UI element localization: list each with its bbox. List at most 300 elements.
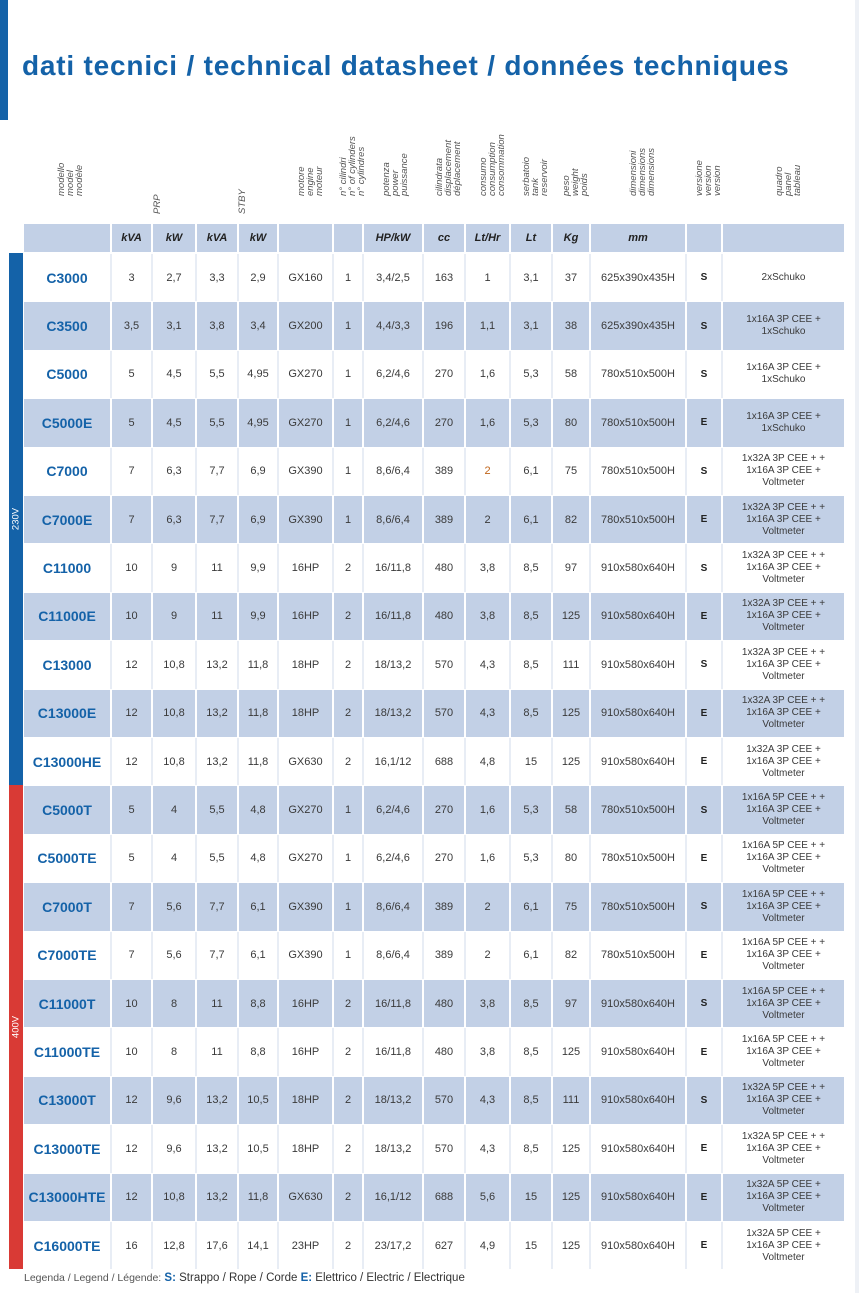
cell-tank: 5,3 <box>509 835 551 882</box>
cell-model: C5000E <box>41 414 93 431</box>
panel-line: 1x16A 3P CEE + <box>746 804 821 816</box>
legend-s-text: Strappo / Rope / Corde <box>179 1272 298 1284</box>
cell-power: 6,2/4,6 <box>362 835 422 882</box>
cell-cyl: 2 <box>332 980 362 1027</box>
cell-power: 16/11,8 <box>362 1028 422 1075</box>
cell-engine: GX390 <box>277 496 332 543</box>
table-row <box>24 1221 844 1269</box>
cell-engine: GX160 <box>277 254 332 301</box>
cell-panel <box>721 1222 844 1269</box>
cell-model: C7000 <box>46 463 88 480</box>
table-row <box>24 1124 844 1172</box>
cell-ver: E <box>685 496 721 543</box>
cell-engine: GX390 <box>277 448 332 495</box>
cell-stby-kva: 11 <box>195 544 237 591</box>
cell-model: C13000TE <box>33 1140 101 1157</box>
table-row <box>24 495 844 543</box>
table-row <box>24 1173 844 1221</box>
panel-line: Voltmeter <box>762 1058 805 1070</box>
cell-dim: 910x580x640H <box>589 1077 685 1124</box>
cell-cyl: 1 <box>332 932 362 979</box>
cell-stby-kva: 7,7 <box>195 932 237 979</box>
cell-prp-kva: 5 <box>110 786 151 833</box>
cell-cc: 570 <box>422 690 464 737</box>
cell-model: C3000 <box>46 269 88 286</box>
cell-power: 6,2/4,6 <box>362 399 422 446</box>
cell-stby-kva: 5,5 <box>195 351 237 398</box>
voltage-bar-230v <box>9 253 23 785</box>
voltage-bar-400v <box>9 785 23 1269</box>
cell-dim: 910x580x640H <box>589 980 685 1027</box>
header-weight-line: poids <box>579 173 590 196</box>
cell-engine: 18HP <box>277 1077 332 1124</box>
cell-ver: S <box>685 1077 721 1124</box>
cell-stby-kw: 4,8 <box>237 786 277 833</box>
cell-tank: 15 <box>509 1174 551 1221</box>
cell-dim: 625x390x435H <box>589 254 685 301</box>
cell-dim: 910x580x640H <box>589 544 685 591</box>
header-engine-line: engine <box>304 167 316 196</box>
cell-panel <box>721 641 844 688</box>
cell-dim: 780x510x500H <box>589 448 685 495</box>
cell-prp-kw: 5,6 <box>151 883 195 930</box>
panel-line: Voltmeter <box>762 719 805 731</box>
panel-line: 1x16A 3P CEE + <box>746 562 821 574</box>
cell-cc: 570 <box>422 1125 464 1172</box>
cell-prp-kva: 7 <box>110 932 151 979</box>
cell-panel <box>721 496 844 543</box>
cell-prp-kw: 10,8 <box>151 690 195 737</box>
legend-label: Legenda / Legend / Légende: <box>24 1272 162 1284</box>
cell-tank: 5,3 <box>509 786 551 833</box>
unit-cc: cc <box>422 224 464 252</box>
table-row <box>24 398 844 446</box>
unit-stby_kva: kVA <box>195 224 237 252</box>
cell-power: 18/13,2 <box>362 1077 422 1124</box>
header-model-line: modèle <box>74 164 85 196</box>
cell-weight: 75 <box>551 883 589 930</box>
cell-ver: S <box>685 448 721 495</box>
cell-panel <box>721 593 844 640</box>
cell-cc: 270 <box>422 835 464 882</box>
cell-ver: E <box>685 1125 721 1172</box>
header-consumption-line: consumo <box>477 157 489 196</box>
cell-cc: 480 <box>422 544 464 591</box>
cell-power: 8,6/6,4 <box>362 448 422 495</box>
header-model-line: model <box>65 170 76 196</box>
cell-engine: GX390 <box>277 883 332 930</box>
header-cylinders <box>338 136 367 223</box>
cell-cyl: 1 <box>332 302 362 349</box>
header-dimensions-line: dimensioni <box>628 150 639 196</box>
cell-power: 16,1/12 <box>362 738 422 785</box>
cell-stby-kva: 13,2 <box>195 738 237 785</box>
table-row <box>24 689 844 737</box>
legend-e-key: E: <box>300 1272 313 1284</box>
cell-prp-kva: 5 <box>110 351 151 398</box>
header-model-line: modello <box>56 162 67 196</box>
cell-ver: S <box>685 351 721 398</box>
cell-prp-kw: 9,6 <box>151 1125 195 1172</box>
panel-line: 1x32A 3P CEE + <box>746 743 821 755</box>
panel-line: 1x16A 3P CEE + <box>746 513 821 525</box>
header-tank-line: serbatoio <box>521 156 532 196</box>
cell-ver: E <box>685 1222 721 1269</box>
cell-model: C16000TE <box>33 1237 101 1254</box>
cell-prp-kva: 10 <box>110 980 151 1027</box>
panel-line: 1x32A 5P CEE + <box>746 1227 821 1239</box>
cell-tank: 8,5 <box>509 1028 551 1075</box>
panel-line: 1x16A 3P CEE + <box>746 755 821 767</box>
cell-cyl: 2 <box>332 1125 362 1172</box>
cell-engine: 16HP <box>277 593 332 640</box>
table-row <box>24 785 844 833</box>
panel-line: 1x16A 3P CEE + <box>746 997 821 1009</box>
cell-dim: 780x510x500H <box>589 351 685 398</box>
cell-power: 6,2/4,6 <box>362 351 422 398</box>
cell-prp-kva: 3,5 <box>110 302 151 349</box>
header-power <box>381 145 410 223</box>
header-panel-line: quadro <box>773 166 785 196</box>
cell-power: 18/13,2 <box>362 690 422 737</box>
cell-power: 18/13,2 <box>362 1125 422 1172</box>
cell-cyl: 1 <box>332 786 362 833</box>
panel-line: 1x32A 5P CEE + + <box>741 1082 826 1094</box>
cell-stby-kw: 11,8 <box>237 641 277 688</box>
cell-model: C11000 <box>42 560 92 577</box>
cell-panel <box>721 1028 844 1075</box>
cell-panel <box>721 690 844 737</box>
cell-tank: 5,3 <box>509 399 551 446</box>
cell-cc: 196 <box>422 302 464 349</box>
cell-engine: 18HP <box>277 690 332 737</box>
cell-stby-kva: 3,8 <box>195 302 237 349</box>
cell-stby-kw: 10,5 <box>237 1125 277 1172</box>
cell-cyl: 2 <box>332 593 362 640</box>
cell-prp-kw: 12,8 <box>151 1222 195 1269</box>
cell-dim: 910x580x640H <box>589 738 685 785</box>
panel-line: 1x32A 3P CEE + + <box>741 453 826 465</box>
cell-cc: 688 <box>422 738 464 785</box>
panel-line: Voltmeter <box>762 1009 805 1021</box>
table-row <box>24 882 844 930</box>
cell-power: 4,4/3,3 <box>362 302 422 349</box>
cell-prp-kva: 16 <box>110 1222 151 1269</box>
cell-cc: 270 <box>422 351 464 398</box>
cell-stby-kva: 17,6 <box>195 1222 237 1269</box>
cell-stby-kw: 10,5 <box>237 1077 277 1124</box>
cell-cons: 4,3 <box>464 690 509 737</box>
cell-model: C13000HTE <box>28 1189 106 1206</box>
panel-line: 1x32A 3P CEE + + <box>741 646 826 658</box>
panel-line: 1x16A 5P CEE + + <box>741 1034 826 1046</box>
header-engine-line: motore <box>295 166 307 196</box>
cell-prp-kva: 12 <box>110 641 151 688</box>
cell-stby-kva: 7,7 <box>195 883 237 930</box>
unit-panel <box>721 224 844 252</box>
cell-prp-kw: 9 <box>151 593 195 640</box>
unit-stby_kw: kW <box>237 224 277 252</box>
header-engine-line: moteur <box>313 166 325 196</box>
header-prp <box>151 145 163 223</box>
table-row <box>24 350 844 398</box>
cell-dim: 780x510x500H <box>589 496 685 543</box>
cell-ver: E <box>685 738 721 785</box>
table-row <box>24 253 844 301</box>
cell-prp-kw: 10,8 <box>151 738 195 785</box>
cell-model: C7000T <box>42 898 92 915</box>
panel-line: 1x16A 3P CEE + <box>746 658 821 670</box>
cell-cons: 4,3 <box>464 1077 509 1124</box>
cell-dim: 625x390x435H <box>589 302 685 349</box>
cell-weight: 82 <box>551 496 589 543</box>
cell-prp-kva: 7 <box>110 448 151 495</box>
cell-panel <box>721 254 844 301</box>
cell-cyl: 2 <box>332 690 362 737</box>
cell-engine: GX390 <box>277 932 332 979</box>
panel-line: Voltmeter <box>762 961 805 973</box>
cell-stby-kva: 13,2 <box>195 690 237 737</box>
cell-tank: 6,1 <box>509 883 551 930</box>
unit-power: HP/kW <box>362 224 422 252</box>
cell-engine: GX270 <box>277 351 332 398</box>
cell-engine: 16HP <box>277 1028 332 1075</box>
cell-prp-kva: 10 <box>110 1028 151 1075</box>
cell-power: 8,6/6,4 <box>362 932 422 979</box>
cell-panel <box>721 448 844 495</box>
cell-tank: 8,5 <box>509 1077 551 1124</box>
cell-panel <box>721 883 844 930</box>
cell-cyl: 1 <box>332 883 362 930</box>
header-displacement <box>434 140 463 223</box>
cell-weight: 111 <box>551 641 589 688</box>
cell-dim: 910x580x640H <box>589 1222 685 1269</box>
legend-e-text: Elettrico / Electric / Electrique <box>315 1272 465 1284</box>
cell-stby-kw: 3,4 <box>237 302 277 349</box>
panel-line: 1x32A 5P CEE + + <box>741 1130 826 1142</box>
cell-tank: 3,1 <box>509 254 551 301</box>
panel-line: 1x32A 3P CEE + + <box>741 598 826 610</box>
cell-stby-kva: 3,3 <box>195 254 237 301</box>
cell-cc: 627 <box>422 1222 464 1269</box>
cell-engine: 23HP <box>277 1222 332 1269</box>
panel-line: 1x16A 3P CEE + <box>746 1142 821 1154</box>
cell-ver: S <box>685 980 721 1027</box>
cell-model: C5000T <box>42 802 92 819</box>
cell-model: C7000E <box>41 511 93 528</box>
panel-line: 1x16A 5P CEE + + <box>741 985 826 997</box>
cell-prp-kw: 6,3 <box>151 448 195 495</box>
cell-cons: 3,8 <box>464 544 509 591</box>
cell-stby-kw: 11,8 <box>237 690 277 737</box>
cell-stby-kw: 9,9 <box>237 593 277 640</box>
cell-weight: 80 <box>551 835 589 882</box>
title-accent-bar <box>0 0 8 120</box>
header-displacement-line: displacement <box>443 140 454 196</box>
cell-stby-kw: 4,95 <box>237 351 277 398</box>
cell-prp-kva: 5 <box>110 835 151 882</box>
unit-prp_kw: kW <box>151 224 195 252</box>
cell-cc: 270 <box>422 786 464 833</box>
cell-stby-kw: 6,1 <box>237 932 277 979</box>
panel-line: Voltmeter <box>762 1203 805 1215</box>
header-tank <box>521 145 550 223</box>
page-edge <box>855 0 859 1293</box>
cell-weight: 97 <box>551 544 589 591</box>
cell-engine: GX200 <box>277 302 332 349</box>
cell-ver: S <box>685 883 721 930</box>
panel-line: Voltmeter <box>762 670 805 682</box>
header-power-line: potenza <box>381 162 392 196</box>
panel-line: Voltmeter <box>762 864 805 876</box>
cell-stby-kw: 6,9 <box>237 496 277 543</box>
unit-cons: Lt/Hr <box>464 224 509 252</box>
header-consumption-line: consumption <box>486 142 498 196</box>
cell-ver: E <box>685 932 721 979</box>
cell-ver: E <box>685 1174 721 1221</box>
header-consumption <box>477 134 507 223</box>
panel-line: Voltmeter <box>762 477 805 489</box>
panel-line: 1x16A 5P CEE + + <box>741 840 826 852</box>
cell-cc: 480 <box>422 980 464 1027</box>
cell-tank: 8,5 <box>509 593 551 640</box>
cell-power: 6,2/4,6 <box>362 786 422 833</box>
cell-dim: 910x580x640H <box>589 1174 685 1221</box>
header-stby <box>237 145 248 223</box>
panel-line: 1xSchuko <box>761 326 806 338</box>
cell-weight: 125 <box>551 690 589 737</box>
cell-cyl: 2 <box>332 1077 362 1124</box>
unit-ver <box>685 224 721 252</box>
cell-tank: 8,5 <box>509 1125 551 1172</box>
cell-cons: 1,6 <box>464 835 509 882</box>
cell-weight: 80 <box>551 399 589 446</box>
cell-dim: 910x580x640H <box>589 1028 685 1075</box>
header-stby-line: STBY <box>237 189 248 214</box>
header-displacement-line: déplacement <box>452 141 463 196</box>
cell-model: C11000T <box>38 995 96 1012</box>
page-title: dati tecnici / technical datasheet / données techniques <box>22 50 790 81</box>
cell-panel <box>721 302 844 349</box>
cell-cc: 570 <box>422 1077 464 1124</box>
cell-dim: 910x580x640H <box>589 641 685 688</box>
panel-line: Voltmeter <box>762 1154 805 1166</box>
unit-cyl <box>332 224 362 252</box>
panel-line: 1x16A 3P CEE + <box>746 1094 821 1106</box>
cell-dim: 910x580x640H <box>589 1125 685 1172</box>
cell-weight: 38 <box>551 302 589 349</box>
cell-engine: GX270 <box>277 786 332 833</box>
cell-prp-kw: 4,5 <box>151 399 195 446</box>
table-row <box>24 592 844 640</box>
header-tank-line: reservoir <box>539 159 550 196</box>
cell-dim: 780x510x500H <box>589 786 685 833</box>
panel-line: 1xSchuko <box>761 422 806 434</box>
cell-prp-kva: 12 <box>110 690 151 737</box>
cell-power: 8,6/6,4 <box>362 496 422 543</box>
cell-prp-kva: 12 <box>110 1077 151 1124</box>
unit-engine <box>277 224 332 252</box>
unit-weight: Kg <box>551 224 589 252</box>
cell-cons: 5,6 <box>464 1174 509 1221</box>
header-panel-line: tableau <box>791 164 803 196</box>
cell-prp-kva: 7 <box>110 883 151 930</box>
cell-stby-kw: 14,1 <box>237 1222 277 1269</box>
cell-tank: 8,5 <box>509 641 551 688</box>
cell-prp-kw: 5,6 <box>151 932 195 979</box>
cell-stby-kva: 11 <box>195 1028 237 1075</box>
cell-tank: 6,1 <box>509 448 551 495</box>
panel-line: 1x16A 5P CEE + + <box>741 888 826 900</box>
header-power-line: power <box>390 170 401 196</box>
cell-power: 8,6/6,4 <box>362 883 422 930</box>
cell-prp-kva: 10 <box>110 544 151 591</box>
cell-cyl: 1 <box>332 496 362 543</box>
cell-panel <box>721 980 844 1027</box>
cell-power: 18/13,2 <box>362 641 422 688</box>
table-row <box>24 543 844 591</box>
cell-model: C13000 <box>42 656 92 673</box>
panel-line: Voltmeter <box>762 622 805 634</box>
cell-panel <box>721 1077 844 1124</box>
cell-cc: 570 <box>422 641 464 688</box>
cell-ver: S <box>685 302 721 349</box>
cell-prp-kw: 3,1 <box>151 302 195 349</box>
cell-power: 16/11,8 <box>362 544 422 591</box>
table-row <box>24 931 844 979</box>
table-row <box>24 834 844 882</box>
cell-weight: 75 <box>551 448 589 495</box>
cell-cyl: 2 <box>332 641 362 688</box>
cell-engine: 16HP <box>277 980 332 1027</box>
cell-weight: 58 <box>551 351 589 398</box>
cell-engine: 16HP <box>277 544 332 591</box>
cell-prp-kva: 12 <box>110 1125 151 1172</box>
cell-stby-kw: 4,8 <box>237 835 277 882</box>
cell-cc: 163 <box>422 254 464 301</box>
cell-engine: GX630 <box>277 1174 332 1221</box>
panel-line: 1x16A 3P CEE + <box>746 610 821 622</box>
cell-cc: 389 <box>422 932 464 979</box>
cell-model: C3500 <box>46 318 88 335</box>
cell-panel <box>721 399 844 446</box>
cell-weight: 125 <box>551 1222 589 1269</box>
cell-prp-kw: 4 <box>151 786 195 833</box>
header-cylinders-line: n° cilindri <box>338 157 349 196</box>
cell-cons: 1,6 <box>464 786 509 833</box>
cell-ver: E <box>685 690 721 737</box>
header-version-line: version <box>703 165 714 196</box>
cell-cons: 3,8 <box>464 1028 509 1075</box>
cell-tank: 8,5 <box>509 980 551 1027</box>
panel-line: Voltmeter <box>762 574 805 586</box>
cell-cc: 480 <box>422 1028 464 1075</box>
cell-dim: 780x510x500H <box>589 835 685 882</box>
cell-prp-kva: 10 <box>110 593 151 640</box>
cell-dim: 780x510x500H <box>589 932 685 979</box>
legend-s-key: S: <box>164 1272 176 1284</box>
cell-ver: E <box>685 1028 721 1075</box>
cell-tank: 5,3 <box>509 351 551 398</box>
cell-cons: 4,8 <box>464 738 509 785</box>
cell-cyl: 1 <box>332 835 362 882</box>
cell-weight: 125 <box>551 738 589 785</box>
cell-stby-kva: 5,5 <box>195 786 237 833</box>
header-cylinders-line: n° cylindres <box>356 146 367 196</box>
voltage-label: 230V <box>10 508 22 531</box>
cell-prp-kw: 4,5 <box>151 351 195 398</box>
header-weight <box>561 145 590 223</box>
